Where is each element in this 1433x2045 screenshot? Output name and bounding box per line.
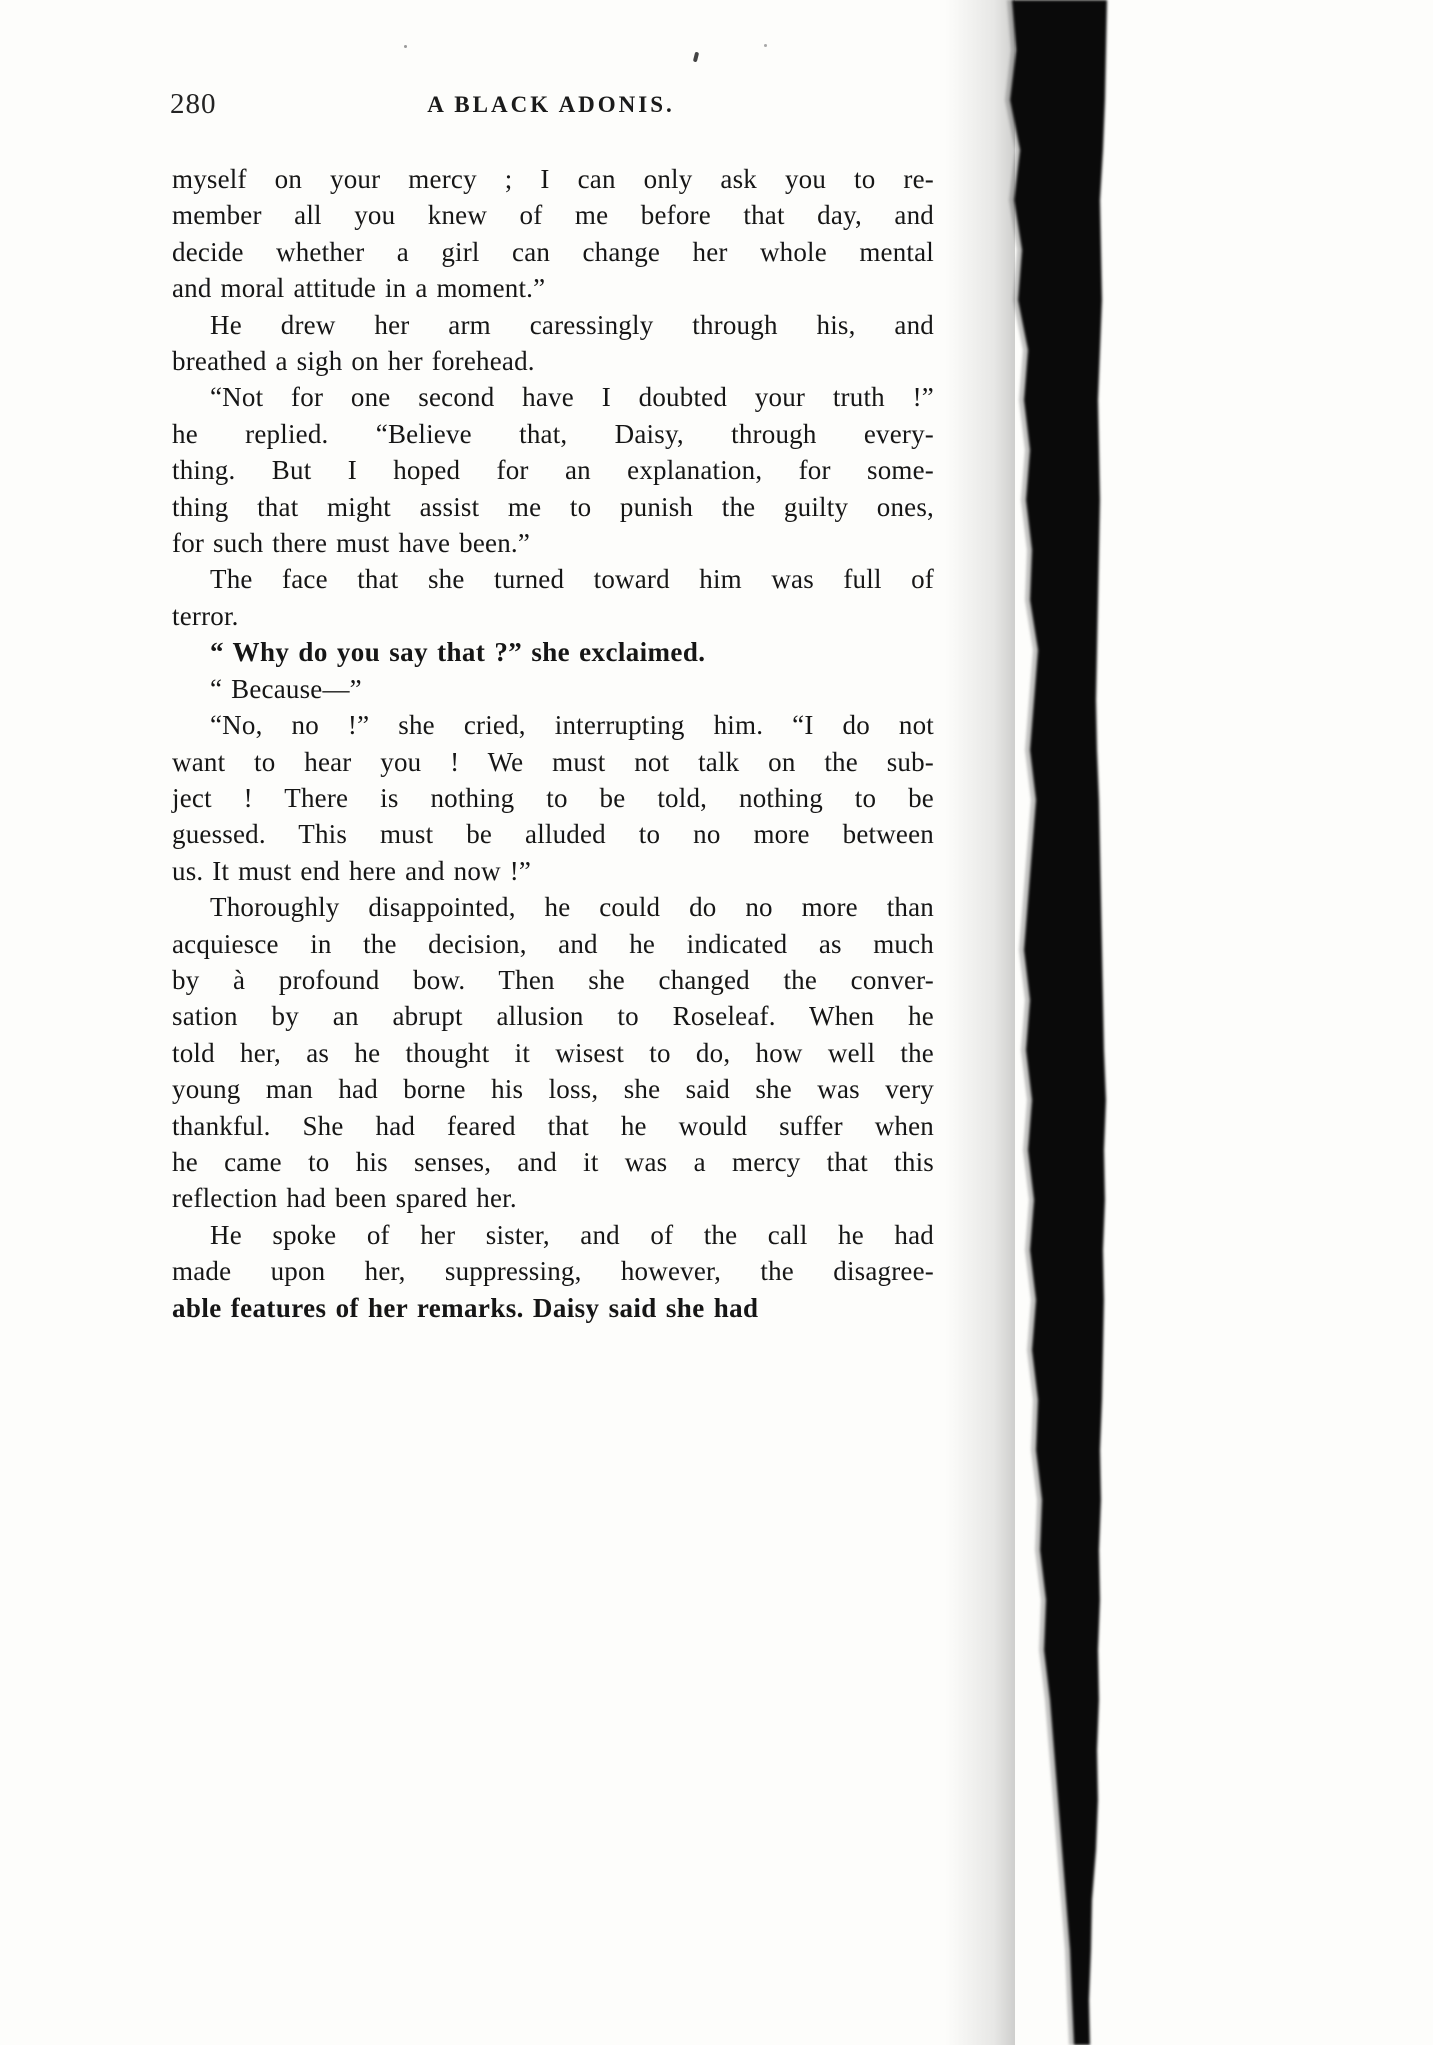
text-line: thankful. She had feared that he would suffer when — [172, 1110, 934, 1141]
text-line: sation by an abrupt allusion to Roseleaf. When he — [172, 1001, 934, 1032]
text-line: want to hear you ! We must not talk on the sub- — [172, 746, 934, 777]
text-line: The face that she turned toward him was full of — [210, 564, 934, 595]
scan-speck — [404, 45, 407, 48]
text-line: “ Because—” — [210, 673, 362, 704]
scan-speck — [764, 44, 767, 47]
text-line: thing that might assist me to punish the guilty ones, — [172, 491, 934, 522]
text-line: “No, no !” she cried, interrupting him. “I do not — [210, 710, 934, 741]
text-line: breathed a sigh on her forehead. — [172, 346, 535, 377]
text-line: and moral attitude in a moment.” — [172, 273, 546, 304]
text-line: guessed. This must be alluded to no more between — [172, 819, 934, 850]
text-line: able features of her remarks. Daisy said she had — [172, 1292, 759, 1323]
text-line: young man had borne his loss, she said she was very — [172, 1074, 934, 1105]
text-line: he came to his senses, and it was a mercy that this — [172, 1146, 934, 1177]
text-line: us. It must end here and now !” — [172, 855, 532, 886]
running-title: A BLACK ADONIS. — [427, 92, 675, 117]
text-line: “ Why do you say that ?” she exclaimed. — [210, 637, 706, 668]
text-line: by à profound bow. Then she changed the conver- — [172, 964, 934, 995]
text-line: for such there must have been.” — [172, 528, 531, 559]
text-line: reflection had been spared her. — [172, 1183, 517, 1214]
page-header — [170, 88, 932, 128]
text-line: told her, as he thought it wisest to do, how well the — [172, 1037, 934, 1068]
text-line: myself on your mercy ; I can only ask you to re- — [172, 164, 934, 194]
text-line: thing. But I hoped for an explanation, for some- — [172, 455, 934, 486]
text-line: acquiesce in the decision, and he indicated as much — [172, 928, 934, 959]
page-number: 280 — [170, 88, 217, 120]
text-line: He spoke of her sister, and of the call he had — [210, 1219, 934, 1250]
text-line: He drew her arm caressingly through his, and — [210, 309, 934, 340]
scan-speck — [693, 52, 699, 63]
text-line: “Not for one second have I doubted your truth !” — [210, 382, 934, 413]
text-line: ject ! There is nothing to be told, nothing to be — [172, 782, 934, 813]
text-line: he replied. “Believe that, Daisy, through every- — [172, 418, 934, 449]
text-line: decide whether a girl can change her whole mental — [172, 236, 934, 267]
scan-edge-artifact — [980, 0, 1180, 2045]
text-line: made upon her, suppressing, however, the disagree- — [172, 1256, 934, 1287]
text-line: member all you knew of me before that day, and — [172, 200, 934, 231]
text-block — [172, 161, 934, 1326]
text-line: Thoroughly disappointed, he could do no more than — [210, 892, 934, 923]
text-line: terror. — [172, 600, 239, 631]
